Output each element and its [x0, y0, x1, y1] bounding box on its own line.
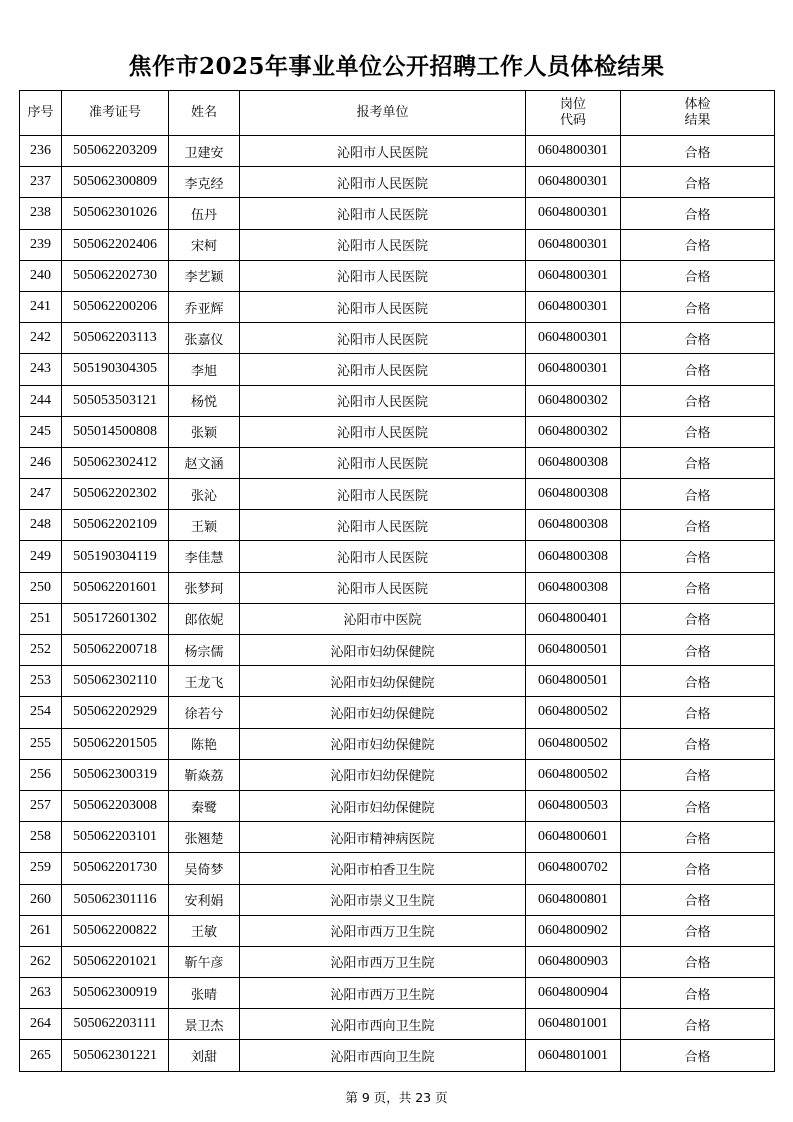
- cell-result: 合格: [621, 697, 775, 728]
- cell-exam-id: 505062202302: [62, 479, 169, 510]
- cell-exam-id: 505062302412: [62, 447, 169, 478]
- cell-unit: 沁阳市西万卫生院: [240, 915, 526, 946]
- header-position-code-line1: 岗位: [559, 97, 586, 112]
- cell-result: 合格: [621, 1040, 775, 1071]
- cell-unit: 沁阳市妇幼保健院: [240, 697, 526, 728]
- cell-exam-id: 505062302110: [62, 666, 169, 697]
- table-row: [20, 447, 775, 478]
- cell-unit: 沁阳市人民医院: [240, 479, 526, 510]
- cell-name: 李艺颖: [169, 260, 240, 291]
- cell-name: 景卫杰: [169, 1009, 240, 1040]
- cell-seq: 242: [20, 323, 62, 354]
- cell-unit: 沁阳市人民医院: [240, 229, 526, 260]
- cell-name: 李旭: [169, 354, 240, 385]
- cell-name: 张嘉仪: [169, 323, 240, 354]
- cell-result: 合格: [621, 479, 775, 510]
- table-row: [20, 822, 775, 853]
- cell-name: 乔亚辉: [169, 291, 240, 322]
- cell-unit: 沁阳市西万卫生院: [240, 978, 526, 1009]
- table-row: [20, 635, 775, 666]
- cell-exam-id: 505014500808: [62, 416, 169, 447]
- cell-name: 李克经: [169, 167, 240, 198]
- header-position-code-line2: 代码: [559, 113, 586, 128]
- cell-seq: 261: [20, 915, 62, 946]
- cell-exam-id: 505062200822: [62, 915, 169, 946]
- cell-name: 李佳慧: [169, 541, 240, 572]
- results-table: [19, 90, 775, 1072]
- cell-name: 陈艳: [169, 728, 240, 759]
- cell-exam-id: 505062201021: [62, 946, 169, 977]
- cell-unit: 沁阳市西向卫生院: [240, 1040, 526, 1071]
- cell-result: 合格: [621, 822, 775, 853]
- cell-name: 秦鹭: [169, 790, 240, 821]
- header-result: [621, 91, 775, 136]
- cell-position-code: 0604800702: [526, 853, 621, 884]
- cell-seq: 252: [20, 635, 62, 666]
- table-row: [20, 1009, 775, 1040]
- cell-name: 杨宗儒: [169, 635, 240, 666]
- table-row: [20, 136, 775, 167]
- cell-exam-id: 505062201601: [62, 572, 169, 603]
- cell-position-code: 0604800301: [526, 354, 621, 385]
- cell-exam-id: 505172601302: [62, 603, 169, 634]
- cell-seq: 241: [20, 291, 62, 322]
- cell-seq: 237: [20, 167, 62, 198]
- cell-unit: 沁阳市人民医院: [240, 447, 526, 478]
- table-row: [20, 790, 775, 821]
- cell-exam-id: 505053503121: [62, 385, 169, 416]
- cell-result: 合格: [621, 323, 775, 354]
- cell-unit: 沁阳市人民医院: [240, 354, 526, 385]
- cell-seq: 255: [20, 728, 62, 759]
- cell-seq: 250: [20, 572, 62, 603]
- cell-result: 合格: [621, 884, 775, 915]
- cell-result: 合格: [621, 572, 775, 603]
- cell-result: 合格: [621, 666, 775, 697]
- cell-result: 合格: [621, 136, 775, 167]
- cell-exam-id: 505190304305: [62, 354, 169, 385]
- cell-result: 合格: [621, 759, 775, 790]
- cell-position-code: 0604800301: [526, 323, 621, 354]
- cell-unit: 沁阳市人民医院: [240, 167, 526, 198]
- cell-result: 合格: [621, 635, 775, 666]
- cell-exam-id: 505062201505: [62, 728, 169, 759]
- cell-seq: 265: [20, 1040, 62, 1071]
- header-result-line1: 体检: [684, 97, 711, 112]
- cell-name: 徐若兮: [169, 697, 240, 728]
- cell-seq: 256: [20, 759, 62, 790]
- cell-position-code: 0604801001: [526, 1040, 621, 1071]
- cell-name: 张晴: [169, 978, 240, 1009]
- header-row: [20, 91, 775, 136]
- cell-seq: 247: [20, 479, 62, 510]
- cell-unit: 沁阳市妇幼保健院: [240, 728, 526, 759]
- cell-result: 合格: [621, 541, 775, 572]
- cell-result: 合格: [621, 385, 775, 416]
- table-row: [20, 728, 775, 759]
- cell-name: 宋柯: [169, 229, 240, 260]
- page-title: 焦作市2025年事业单位公开招聘工作人员体检结果: [128, 53, 665, 80]
- cell-unit: 沁阳市妇幼保健院: [240, 759, 526, 790]
- cell-position-code: 0604800308: [526, 541, 621, 572]
- cell-exam-id: 505062301221: [62, 1040, 169, 1071]
- cell-seq: 248: [20, 510, 62, 541]
- table-row: [20, 229, 775, 260]
- table-header: [20, 91, 775, 136]
- cell-name: 杨悦: [169, 385, 240, 416]
- cell-position-code: 0604800301: [526, 198, 621, 229]
- cell-position-code: 0604800301: [526, 229, 621, 260]
- header-unit: 报考单位: [240, 91, 526, 136]
- table-row: [20, 853, 775, 884]
- cell-position-code: 0604800904: [526, 978, 621, 1009]
- cell-unit: 沁阳市人民医院: [240, 510, 526, 541]
- cell-name: 张梦珂: [169, 572, 240, 603]
- cell-position-code: 0604800308: [526, 572, 621, 603]
- cell-result: 合格: [621, 229, 775, 260]
- cell-position-code: 0604800301: [526, 260, 621, 291]
- cell-seq: 239: [20, 229, 62, 260]
- cell-seq: 240: [20, 260, 62, 291]
- cell-name: 安利娟: [169, 884, 240, 915]
- cell-seq: 260: [20, 884, 62, 915]
- page-footer: 第 9 页，共 23 页: [345, 1090, 448, 1105]
- cell-position-code: 0604800301: [526, 167, 621, 198]
- header-result-line2: 结果: [684, 113, 711, 128]
- cell-unit: 沁阳市妇幼保健院: [240, 666, 526, 697]
- cell-name: 王颖: [169, 510, 240, 541]
- cell-seq: 236: [20, 136, 62, 167]
- cell-unit: 沁阳市人民医院: [240, 416, 526, 447]
- cell-position-code: 0604800502: [526, 697, 621, 728]
- cell-position-code: 0604800308: [526, 447, 621, 478]
- cell-position-code: 0604800301: [526, 136, 621, 167]
- header-seq: 序号: [20, 91, 62, 136]
- cell-exam-id: 505062203113: [62, 323, 169, 354]
- cell-result: 合格: [621, 1009, 775, 1040]
- cell-position-code: 0604800501: [526, 666, 621, 697]
- table-row: [20, 541, 775, 572]
- cell-seq: 264: [20, 1009, 62, 1040]
- cell-unit: 沁阳市崇义卫生院: [240, 884, 526, 915]
- table-row: [20, 603, 775, 634]
- cell-exam-id: 505190304119: [62, 541, 169, 572]
- cell-exam-id: 505062203008: [62, 790, 169, 821]
- cell-seq: 262: [20, 946, 62, 977]
- cell-position-code: 0604800308: [526, 510, 621, 541]
- cell-seq: 244: [20, 385, 62, 416]
- cell-unit: 沁阳市人民医院: [240, 541, 526, 572]
- cell-result: 合格: [621, 790, 775, 821]
- cell-unit: 沁阳市人民医院: [240, 572, 526, 603]
- table-row: [20, 759, 775, 790]
- cell-position-code: 0604800302: [526, 416, 621, 447]
- cell-seq: 249: [20, 541, 62, 572]
- cell-result: 合格: [621, 946, 775, 977]
- cell-exam-id: 505062203209: [62, 136, 169, 167]
- cell-position-code: 0604800502: [526, 728, 621, 759]
- cell-unit: 沁阳市西向卫生院: [240, 1009, 526, 1040]
- table-row: [20, 260, 775, 291]
- cell-position-code: 0604800503: [526, 790, 621, 821]
- cell-name: 郎依妮: [169, 603, 240, 634]
- cell-result: 合格: [621, 291, 775, 322]
- table-row: [20, 978, 775, 1009]
- cell-exam-id: 505062203101: [62, 822, 169, 853]
- cell-result: 合格: [621, 260, 775, 291]
- cell-result: 合格: [621, 354, 775, 385]
- table-row: [20, 666, 775, 697]
- cell-result: 合格: [621, 416, 775, 447]
- table-row: [20, 291, 775, 322]
- header-name: 姓名: [169, 91, 240, 136]
- table-row: [20, 198, 775, 229]
- cell-result: 合格: [621, 447, 775, 478]
- cell-name: 赵文涵: [169, 447, 240, 478]
- cell-position-code: 0604800502: [526, 759, 621, 790]
- cell-position-code: 0604801001: [526, 1009, 621, 1040]
- cell-seq: 246: [20, 447, 62, 478]
- cell-unit: 沁阳市柏香卫生院: [240, 853, 526, 884]
- table-row: [20, 915, 775, 946]
- cell-seq: 243: [20, 354, 62, 385]
- cell-name: 靳午彦: [169, 946, 240, 977]
- cell-exam-id: 505062200718: [62, 635, 169, 666]
- cell-unit: 沁阳市人民医院: [240, 323, 526, 354]
- cell-seq: 251: [20, 603, 62, 634]
- table-row: [20, 510, 775, 541]
- cell-unit: 沁阳市精神病医院: [240, 822, 526, 853]
- cell-position-code: 0604800801: [526, 884, 621, 915]
- cell-unit: 沁阳市妇幼保健院: [240, 635, 526, 666]
- cell-name: 靳焱荔: [169, 759, 240, 790]
- cell-position-code: 0604800302: [526, 385, 621, 416]
- cell-name: 伍丹: [169, 198, 240, 229]
- cell-result: 合格: [621, 167, 775, 198]
- cell-seq: 238: [20, 198, 62, 229]
- cell-position-code: 0604800902: [526, 915, 621, 946]
- cell-seq: 254: [20, 697, 62, 728]
- cell-result: 合格: [621, 510, 775, 541]
- cell-exam-id: 505062202109: [62, 510, 169, 541]
- cell-position-code: 0604800903: [526, 946, 621, 977]
- table-row: [20, 697, 775, 728]
- cell-name: 吴倚梦: [169, 853, 240, 884]
- cell-exam-id: 505062202929: [62, 697, 169, 728]
- cell-name: 刘甜: [169, 1040, 240, 1071]
- cell-exam-id: 505062201730: [62, 853, 169, 884]
- cell-position-code: 0604800501: [526, 635, 621, 666]
- cell-result: 合格: [621, 198, 775, 229]
- cell-exam-id: 505062300319: [62, 759, 169, 790]
- cell-exam-id: 505062300809: [62, 167, 169, 198]
- cell-exam-id: 505062203111: [62, 1009, 169, 1040]
- cell-seq: 245: [20, 416, 62, 447]
- cell-unit: 沁阳市人民医院: [240, 385, 526, 416]
- cell-result: 合格: [621, 603, 775, 634]
- cell-seq: 253: [20, 666, 62, 697]
- cell-exam-id: 505062200206: [62, 291, 169, 322]
- table-body: [20, 136, 775, 1072]
- table-row: [20, 1040, 775, 1071]
- header-position-code: [526, 91, 621, 136]
- table-row: [20, 479, 775, 510]
- cell-seq: 258: [20, 822, 62, 853]
- cell-exam-id: 505062300919: [62, 978, 169, 1009]
- cell-seq: 257: [20, 790, 62, 821]
- table-row: [20, 385, 775, 416]
- cell-result: 合格: [621, 915, 775, 946]
- cell-result: 合格: [621, 978, 775, 1009]
- cell-position-code: 0604800601: [526, 822, 621, 853]
- cell-result: 合格: [621, 853, 775, 884]
- cell-position-code: 0604800308: [526, 479, 621, 510]
- cell-exam-id: 505062202730: [62, 260, 169, 291]
- cell-result: 合格: [621, 728, 775, 759]
- cell-seq: 263: [20, 978, 62, 1009]
- cell-name: 王龙飞: [169, 666, 240, 697]
- table-row: [20, 354, 775, 385]
- table-row: [20, 416, 775, 447]
- cell-name: 卫建安: [169, 136, 240, 167]
- cell-unit: 沁阳市人民医院: [240, 136, 526, 167]
- cell-position-code: 0604800301: [526, 291, 621, 322]
- table-row: [20, 946, 775, 977]
- cell-seq: 259: [20, 853, 62, 884]
- cell-unit: 沁阳市人民医院: [240, 198, 526, 229]
- cell-exam-id: 505062301116: [62, 884, 169, 915]
- cell-unit: 沁阳市妇幼保健院: [240, 790, 526, 821]
- cell-name: 王敏: [169, 915, 240, 946]
- cell-unit: 沁阳市人民医院: [240, 260, 526, 291]
- cell-unit: 沁阳市中医院: [240, 603, 526, 634]
- cell-name: 张翘楚: [169, 822, 240, 853]
- cell-name: 张沁: [169, 479, 240, 510]
- cell-exam-id: 505062301026: [62, 198, 169, 229]
- cell-unit: 沁阳市西万卫生院: [240, 946, 526, 977]
- cell-name: 张颖: [169, 416, 240, 447]
- table-row: [20, 323, 775, 354]
- cell-position-code: 0604800401: [526, 603, 621, 634]
- table-row: [20, 167, 775, 198]
- header-exam-id: 准考证号: [62, 91, 169, 136]
- cell-exam-id: 505062202406: [62, 229, 169, 260]
- table-row: [20, 884, 775, 915]
- table-row: [20, 572, 775, 603]
- cell-unit: 沁阳市人民医院: [240, 291, 526, 322]
